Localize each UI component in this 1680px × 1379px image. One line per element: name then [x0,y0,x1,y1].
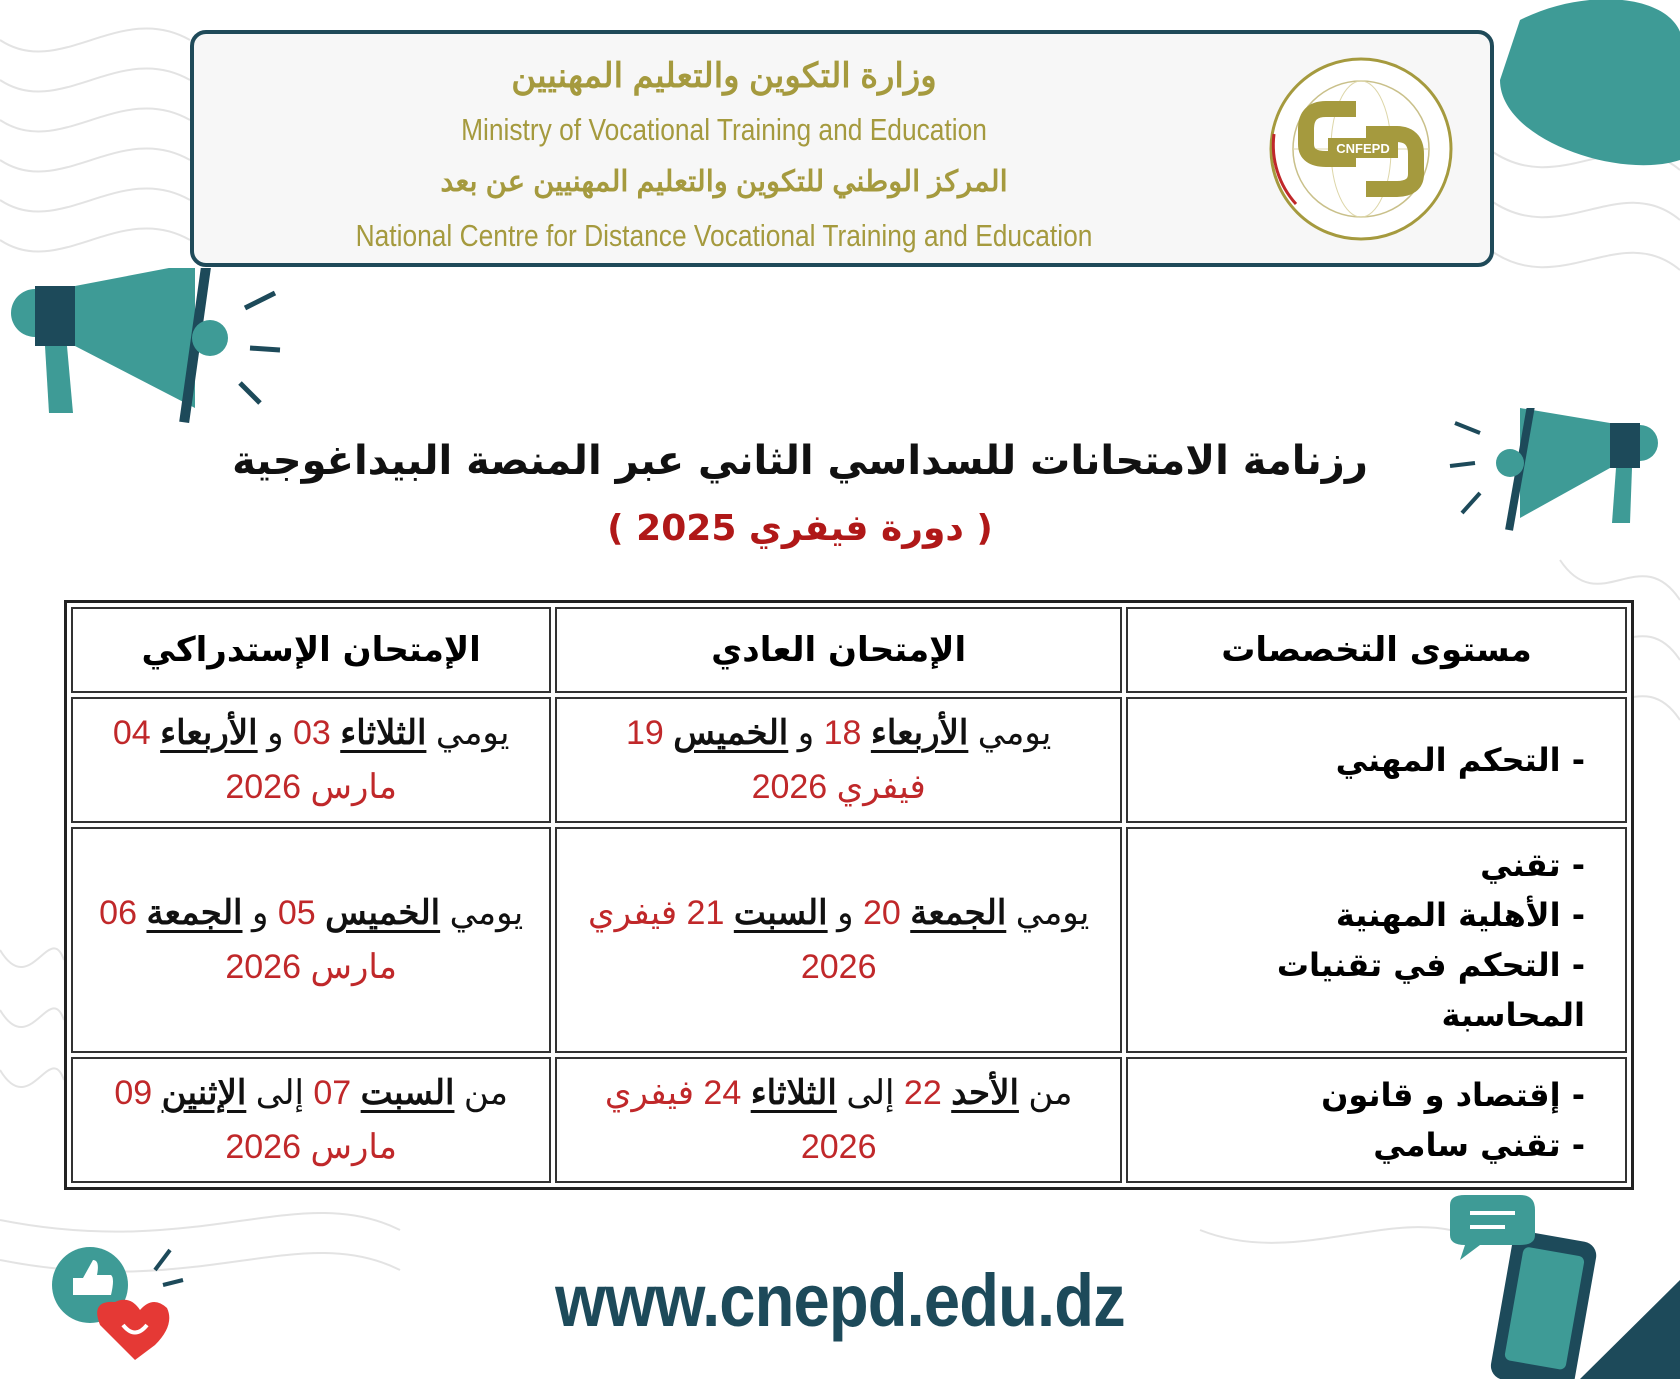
connector-text: يومي [977,713,1052,752]
day-name: السبت [360,1074,455,1113]
specialty-cell [1126,827,1627,1054]
connector-text: و [267,713,284,752]
specialty-cell [1126,1057,1627,1183]
day-name: الخميس [325,893,441,932]
specialty-item: - الأهلية المهنية [1335,895,1585,934]
date-line [74,1066,548,1120]
specialty-item: - التحكم المهني [1335,740,1585,779]
megaphone-right-icon [1440,408,1660,538]
specialty-cell [1126,697,1627,823]
date-value: 03 [292,713,331,752]
specialty-item: - إقتصاد و قانون [1321,1076,1585,1115]
header-banner [190,30,1494,267]
date-value: مارس 2026 [225,947,397,986]
date-value: 19 [625,713,664,752]
date-value: 05 [277,893,316,932]
day-name: الثلاثاء [750,1074,837,1113]
day-name: الإثنين [161,1074,247,1113]
header-makeup-exam: الإمتحان الإستدراكي [71,607,551,693]
connector-text: من [463,1074,508,1113]
date-line [558,886,1119,940]
table-row [71,697,1627,823]
day-name: الأربعاء [870,713,969,752]
connector-text: يومي [435,713,510,752]
table-row [71,827,1627,1054]
day-name: الجمعة [910,893,1007,932]
date-line [74,706,548,760]
date-value: 04 [112,713,151,752]
day-name: الخميس [673,713,789,752]
like-heart-icon [45,1240,185,1370]
ministry-name-en: Ministry of Vocational Training and Education [461,112,987,147]
date-value: 06 [99,893,137,932]
header-regular-exam: الإمتحان العادي [555,607,1122,693]
centre-name-en: National Centre for Distance Vocational Training and Education [355,218,1093,253]
connector-text: و [251,893,269,932]
date-line [74,1120,548,1174]
date-line [74,886,548,940]
regular-exam-date-cell [555,697,1122,823]
date-value: مارس 2026 [225,1128,397,1167]
megaphone-left-icon [5,268,285,428]
date-line [74,940,548,994]
date-value: 20 [862,893,901,932]
website-url[interactable]: www.cnepd.edu.dz [555,1259,1125,1342]
connector-text: يومي [1015,893,1090,932]
date-line [558,940,1119,994]
date-value: 2026 [800,947,877,986]
makeup-exam-date-cell [71,827,551,1054]
exam-schedule-table [64,600,1634,1190]
makeup-exam-date-cell [71,1057,551,1183]
makeup-exam-date-cell [71,697,551,823]
date-line [558,760,1119,814]
date-value: فيفري 2026 [751,767,926,806]
connector-text: إلى [255,1074,304,1113]
connector-text: و [797,713,815,752]
day-name: السبت [733,893,828,932]
page-title: رزنامة الامتحانات للسداسي الثاني عبر المنصة البيداغوجية [232,438,1368,484]
date-line [558,1120,1119,1174]
table-header-row [71,607,1627,693]
date-value: 07 [313,1074,352,1113]
date-value: 24 فيفري [604,1074,742,1113]
date-value: 2026 [800,1128,877,1167]
connector-text: يومي [449,893,524,932]
date-value: مارس 2026 [225,767,397,806]
specialty-item: - تقني [1480,845,1585,884]
date-value: 21 فيفري [588,893,725,932]
day-name: الجمعة [146,893,243,932]
day-name: الأربعاء [160,713,258,752]
date-value: 18 [823,713,862,752]
phone-chat-icon [1440,1195,1630,1379]
logo-text: CNFEPD [1336,141,1390,156]
date-value: 22 [903,1074,942,1113]
regular-exam-date-cell [555,1057,1122,1183]
centre-name-ar: المركز الوطني للتكوين والتعليم المهنيين عن بعد [440,166,1008,198]
regular-exam-date-cell [555,827,1122,1054]
connector-text: من [1028,1074,1073,1113]
header-specialty-level: مستوى التخصصات [1126,607,1627,693]
connector-text: إلى [846,1074,895,1113]
cnfepd-logo [1266,54,1456,244]
date-line [558,1066,1119,1120]
day-name: الأحد [951,1074,1019,1113]
day-name: الثلاثاء [340,713,427,752]
page-subtitle: ( دورة فيفري 2025 ) [607,508,993,549]
table-row [71,1057,1627,1183]
date-value: 09 [114,1074,153,1113]
connector-text: و [837,893,854,932]
specialty-item: - تقني سامي [1373,1126,1585,1165]
date-line [74,760,548,814]
specialty-item: - التحكم في تقنيات المحاسبة [1276,945,1585,1034]
date-line [558,706,1119,760]
ministry-name-ar: وزارة التكوين والتعليم المهنيين [511,57,937,95]
